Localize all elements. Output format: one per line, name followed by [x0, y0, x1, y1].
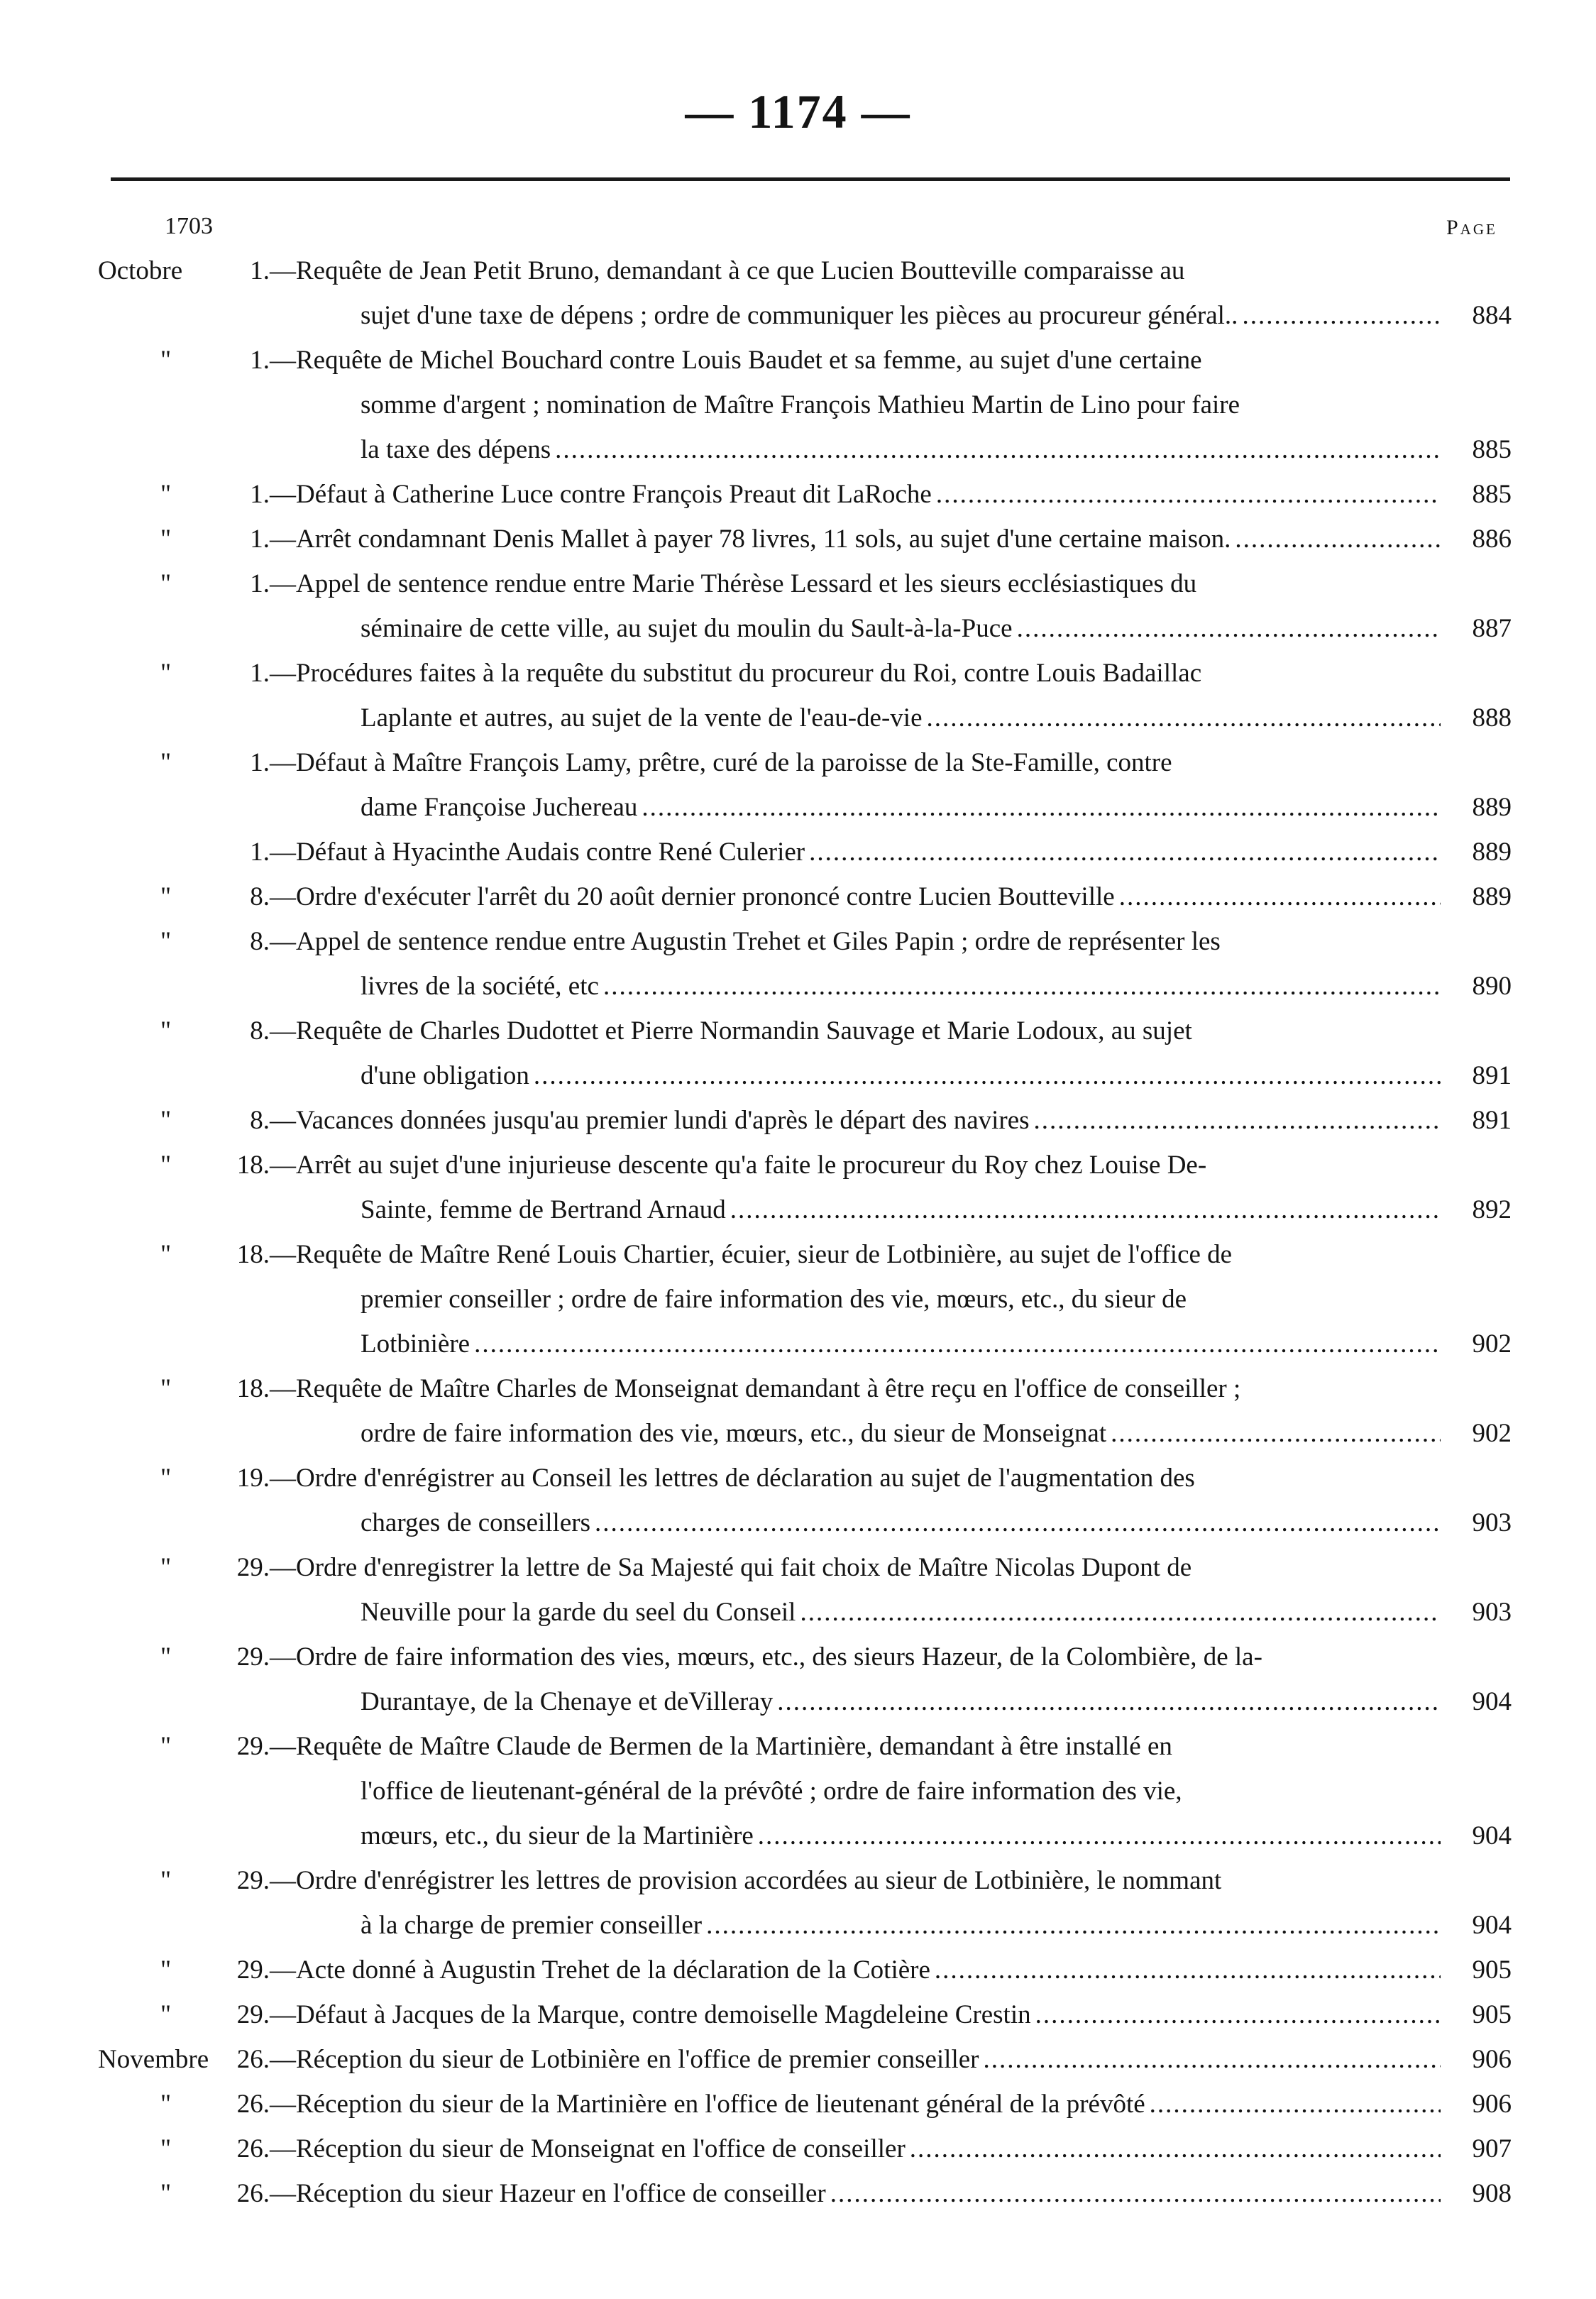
entry-line: —Réception du sieur de la Martinière en l'office de lieutenant général de la prévôté — [270, 2090, 1145, 2119]
entry-page-ref: 906 — [1472, 2045, 1512, 2074]
entry-row — [0, 1635, 1596, 1724]
entry-text — [270, 2037, 1441, 2082]
entry-page-ref: 888 — [1472, 703, 1512, 733]
leader-dots — [758, 1814, 1441, 1858]
entry-line: —Procédures faites à la requête du substitut du procureur du Roi, contre Louis Badaillac — [270, 659, 1202, 688]
page-number: — 1174 — — [685, 84, 911, 138]
entry-text — [270, 2171, 1441, 2216]
entry-page-ref: 892 — [1472, 1195, 1512, 1224]
entry-text — [270, 919, 1441, 1009]
entry-line: somme d'argent ; nomination de Maître François Mathieu Martin de Lino pour faire — [361, 390, 1240, 419]
entry-page-ref: 889 — [1472, 793, 1512, 822]
entry-row — [0, 472, 1596, 517]
entry-row — [0, 338, 1596, 472]
entry-line: d'une obligation — [361, 1061, 529, 1090]
entry-day: 8. — [250, 1106, 270, 1135]
leader-dots — [1150, 2082, 1441, 2127]
entry-day: 26. — [236, 2179, 270, 2208]
entry-line: —Défaut à Hyacinthe Audais contre René Culerier — [270, 838, 805, 867]
leader-dots — [1119, 874, 1441, 919]
entry-month: " — [160, 1016, 172, 1046]
entry-day: 18. — [236, 1151, 270, 1180]
entry-row — [0, 561, 1596, 651]
entry-day: 8. — [250, 927, 270, 956]
entry-page-ref: 908 — [1472, 2179, 1512, 2208]
entry-line: —Acte donné à Augustin Trehet de la déclaration de la Cotière — [270, 1955, 930, 1985]
entry-month: " — [160, 480, 172, 509]
entry-page-ref: 906 — [1472, 2090, 1512, 2119]
leader-dots — [800, 1590, 1441, 1635]
leader-dots — [936, 472, 1441, 517]
entry-row — [0, 1456, 1596, 1545]
entry-day: 1. — [250, 748, 270, 777]
entry-day: 29. — [236, 1955, 270, 1985]
entry-line: —Ordre d'enregistrer la lettre de Sa Majesté qui fait choix de Maître Nicolas Dupont de — [270, 1553, 1192, 1582]
leader-dots — [1034, 1098, 1441, 1143]
entry-row — [0, 517, 1596, 561]
entry-line: Lotbinière — [361, 1329, 470, 1359]
leader-dots — [777, 1679, 1441, 1724]
entry-row — [0, 830, 1596, 874]
entry-line: —Arrêt condamnant Denis Mallet à payer 78 livres, 11 sols, au sujet d'une certaine maison. — [270, 525, 1231, 554]
entry-page-ref: 891 — [1472, 1106, 1512, 1135]
entry-page-ref: 902 — [1472, 1419, 1512, 1448]
entry-line: —Requête de Jean Petit Bruno, demandant à ce que Lucien Boutteville comparaisse au — [270, 256, 1185, 285]
entry-text — [270, 1098, 1441, 1143]
leader-dots — [642, 785, 1441, 830]
entry-text — [270, 651, 1441, 740]
entry-row — [0, 1098, 1596, 1143]
entry-month: " — [160, 1240, 172, 1269]
entry-page-ref: 886 — [1472, 525, 1512, 554]
entry-day: 29. — [236, 1732, 270, 1761]
entry-line: mœurs, etc., du sieur de la Martinière — [361, 1821, 754, 1850]
entry-day: 26. — [236, 2134, 270, 2163]
entry-line: —Ordre de faire information des vies, mœurs, etc., des sieurs Hazeur, de la Colombière, de la- — [270, 1642, 1262, 1672]
entry-page-ref: 889 — [1472, 838, 1512, 867]
entry-text — [270, 1009, 1441, 1098]
entry-row — [0, 1366, 1596, 1456]
entry-text — [270, 740, 1441, 830]
entry-line: —Requête de Michel Bouchard contre Louis Baudet et sa femme, au sujet d'une certaine — [270, 346, 1202, 375]
entry-text — [270, 1724, 1441, 1858]
leader-dots — [595, 1500, 1441, 1545]
entry-row — [0, 919, 1596, 1009]
entry-line: —Arrêt au sujet d'une injurieuse descente qu'a faite le procureur du Roy chez Louise De- — [270, 1151, 1207, 1180]
entry-text — [270, 248, 1441, 338]
year-label: 1703 — [165, 213, 213, 239]
entry-row — [0, 1545, 1596, 1635]
entry-line: —Réception du sieur Hazeur en l'office de conseiller — [270, 2179, 826, 2208]
leader-dots — [830, 2171, 1441, 2216]
entry-line: à la charge de premier conseiller — [361, 1911, 703, 1940]
entry-row — [0, 874, 1596, 919]
leader-dots — [910, 2127, 1441, 2171]
leader-dots — [1035, 1992, 1441, 2037]
entry-month: " — [160, 346, 172, 375]
entry-row — [0, 2171, 1596, 2216]
entry-line: —Vacances données jusqu'au premier lundi d'après le départ des navires — [270, 1106, 1030, 1135]
entry-line: —Ordre d'exécuter l'arrêt du 20 août dernier prononcé contre Lucien Boutteville — [270, 882, 1115, 911]
entry-line: —Défaut à Maître François Lamy, prêtre, curé de la paroisse de la Ste-Famille, contre — [270, 748, 1172, 777]
entry-month: " — [160, 882, 172, 911]
entry-page-ref: 885 — [1472, 480, 1512, 509]
entry-day: 1. — [250, 346, 270, 375]
leader-dots — [555, 427, 1441, 472]
leader-dots — [927, 696, 1441, 740]
entry-month: " — [160, 1955, 172, 1985]
entry-day: 26. — [236, 2090, 270, 2119]
entry-page-ref: 884 — [1472, 301, 1512, 330]
leader-dots — [534, 1053, 1441, 1098]
entry-month: " — [160, 659, 172, 688]
entry-day: 1. — [250, 256, 270, 285]
entry-text — [270, 517, 1441, 561]
entry-line: —Requête de Charles Dudottet et Pierre Normandin Sauvage et Marie Lodoux, au sujet — [270, 1016, 1192, 1046]
entry-month: " — [160, 1553, 172, 1582]
entry-line: —Réception du sieur de Lotbinière en l'office de premier conseiller — [270, 2045, 979, 2074]
entry-page-ref: 887 — [1472, 614, 1512, 643]
entry-month: " — [160, 748, 172, 777]
entry-line: —Ordre d'enrégistrer au Conseil les lettres de déclaration au sujet de l'augmentation des — [270, 1464, 1195, 1493]
entry-line: ordre de faire information des vie, mœurs, etc., du sieur de Monseignat — [361, 1419, 1107, 1448]
entry-month: " — [160, 525, 172, 554]
entry-day: 1. — [250, 480, 270, 509]
entry-page-ref: 905 — [1472, 1955, 1512, 1985]
entry-row — [0, 2127, 1596, 2171]
entry-text — [270, 2082, 1441, 2127]
entry-line: —Requête de Maître Claude de Bermen de la Martinière, demandant à être installé en — [270, 1732, 1172, 1761]
entry-day: 29. — [236, 2000, 270, 2029]
entry-row — [0, 1724, 1596, 1858]
leader-dots — [1111, 1411, 1441, 1456]
entry-row — [0, 1858, 1596, 1948]
leader-dots — [1242, 293, 1441, 338]
entry-page-ref: 903 — [1472, 1598, 1512, 1627]
entry-line: Laplante et autres, au sujet de la vente de l'eau-de-vie — [361, 703, 923, 733]
entry-row — [0, 2037, 1596, 2082]
entry-line: —Appel de sentence rendue entre Augustin Trehet et Giles Papin ; ordre de représenter les — [270, 927, 1221, 956]
entry-line: dame Françoise Juchereau — [361, 793, 638, 822]
entry-day: 1. — [250, 569, 270, 598]
entry-month: " — [160, 1374, 172, 1403]
leader-dots — [706, 1903, 1441, 1948]
entry-page-ref: 905 — [1472, 2000, 1512, 2029]
leader-dots — [474, 1322, 1441, 1366]
entry-row — [0, 740, 1596, 830]
entry-row — [0, 1232, 1596, 1366]
entry-month: Novembre — [98, 2045, 209, 2074]
entry-row — [0, 1992, 1596, 2037]
entry-line: —Défaut à Catherine Luce contre François Preaut dit LaRoche — [270, 480, 932, 509]
entry-line: la taxe des dépens — [361, 435, 551, 464]
entry-text — [270, 874, 1441, 919]
entry-month: " — [160, 1106, 172, 1135]
entry-text — [270, 1992, 1441, 2037]
entry-day: 1. — [250, 659, 270, 688]
entry-page-ref: 904 — [1472, 1821, 1512, 1850]
header-rule — [111, 177, 1510, 181]
entry-row — [0, 1009, 1596, 1098]
entry-line: charges de conseillers — [361, 1508, 590, 1537]
entry-text — [270, 1545, 1441, 1635]
entry-text — [270, 1232, 1441, 1366]
entry-text — [270, 472, 1441, 517]
entry-page-ref: 907 — [1472, 2134, 1512, 2163]
entry-row — [0, 2082, 1596, 2127]
entry-text — [270, 1143, 1441, 1232]
entry-line: Neuville pour la garde du seel du Conseil — [361, 1598, 796, 1627]
entries-list — [0, 248, 1596, 2216]
leader-dots — [983, 2037, 1441, 2082]
entry-line: livres de la société, etc — [361, 972, 599, 1001]
entry-page-ref: 891 — [1472, 1061, 1512, 1090]
entry-page-ref: 902 — [1472, 1329, 1512, 1359]
entry-text — [270, 561, 1441, 651]
entry-day: 19. — [236, 1464, 270, 1493]
entry-day: 29. — [236, 1553, 270, 1582]
entry-text — [270, 1948, 1441, 1992]
leader-dots — [1017, 606, 1441, 651]
entry-line: l'office de lieutenant-général de la prévôté ; ordre de faire information des vie, — [361, 1777, 1182, 1806]
leader-dots — [1235, 517, 1441, 561]
entry-month: " — [160, 1642, 172, 1672]
entry-line: —Réception du sieur de Monseignat en l'office de conseiller — [270, 2134, 906, 2163]
entry-day: 1. — [250, 838, 270, 867]
entry-day: 29. — [236, 1866, 270, 1895]
entry-month: " — [160, 2134, 172, 2163]
entry-line: —Défaut à Jacques de la Marque, contre demoiselle Magdeleine Crestin — [270, 2000, 1031, 2029]
entry-line: —Ordre d'enrégistrer les lettres de provision accordées au sieur de Lotbinière, le nommant — [270, 1866, 1222, 1895]
entry-day: 8. — [250, 1016, 270, 1046]
entry-text — [270, 2127, 1441, 2171]
entry-page-ref: 904 — [1472, 1687, 1512, 1716]
entry-text — [270, 338, 1441, 472]
entry-day: 8. — [250, 882, 270, 911]
entry-page-ref: 903 — [1472, 1508, 1512, 1537]
entry-month: Octobre — [98, 256, 183, 285]
entry-day: 1. — [250, 525, 270, 554]
entry-line: Durantaye, de la Chenaye et deVilleray — [361, 1687, 774, 1716]
leader-dots — [809, 830, 1441, 874]
entry-text — [270, 1635, 1441, 1724]
entry-month: " — [160, 1151, 172, 1180]
entry-day: 29. — [236, 1642, 270, 1672]
entry-row — [0, 651, 1596, 740]
entry-day: 26. — [236, 2045, 270, 2074]
entry-row — [0, 248, 1596, 338]
entry-month: " — [160, 2179, 172, 2208]
entry-page-ref: 904 — [1472, 1911, 1512, 1940]
leader-dots — [935, 1948, 1441, 1992]
entry-line: —Requête de Maître Charles de Monseignat demandant à être reçu en l'office de conseiller ; — [270, 1374, 1241, 1403]
entry-page-ref: 890 — [1472, 972, 1512, 1001]
entry-day: 18. — [236, 1374, 270, 1403]
entry-month: " — [160, 2000, 172, 2029]
entry-line: séminaire de cette ville, au sujet du moulin du Sault-à-la-Puce — [361, 614, 1013, 643]
entry-line: —Appel de sentence rendue entre Marie Thérèse Lessard et les sieurs ecclésiastiques du — [270, 569, 1197, 598]
page-column-label: Page — [1446, 216, 1497, 239]
entry-month: " — [160, 1732, 172, 1761]
entry-text — [270, 1858, 1441, 1948]
entry-page-ref: 885 — [1472, 435, 1512, 464]
entry-line: Sainte, femme de Bertrand Arnaud — [361, 1195, 726, 1224]
entry-line: —Requête de Maître René Louis Chartier, écuier, sieur de Lotbinière, au sujet de l'office de — [270, 1240, 1233, 1269]
entry-month: " — [160, 569, 172, 598]
entry-text — [270, 1456, 1441, 1545]
entry-row — [0, 1143, 1596, 1232]
leader-dots — [603, 964, 1441, 1009]
entry-line: premier conseiller ; ordre de faire information des vie, mœurs, etc., du sieur de — [361, 1285, 1187, 1314]
entry-page-ref: 889 — [1472, 882, 1512, 911]
entry-text — [270, 830, 1441, 874]
entry-row — [0, 1948, 1596, 1992]
entry-month: " — [160, 2090, 172, 2119]
entry-day: 18. — [236, 1240, 270, 1269]
leader-dots — [730, 1187, 1441, 1232]
entry-text — [270, 1366, 1441, 1456]
entry-line: sujet d'une taxe de dépens ; ordre de communiquer les pièces au procureur général.. — [361, 301, 1238, 330]
entry-month: " — [160, 927, 172, 956]
entry-month: " — [160, 1464, 172, 1493]
entry-month: " — [160, 1866, 172, 1895]
